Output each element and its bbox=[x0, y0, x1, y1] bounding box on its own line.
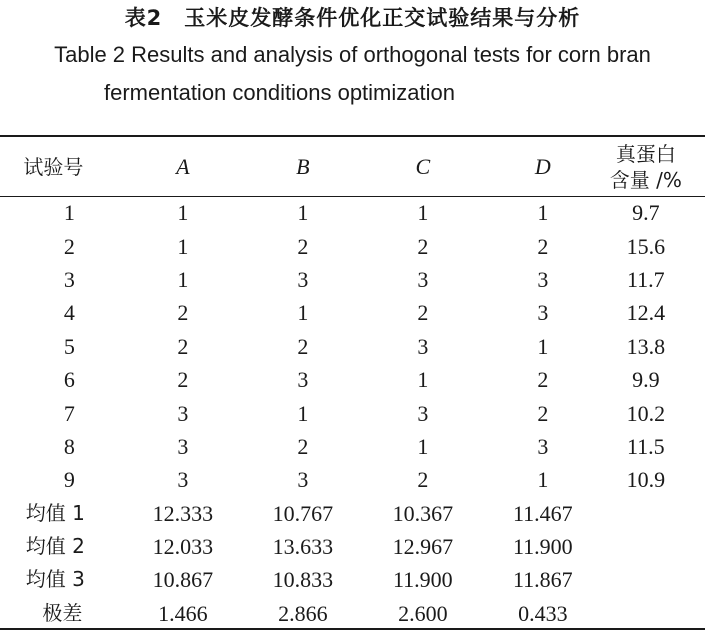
cell-b: 1 bbox=[297, 300, 309, 326]
cell-trial: 7 bbox=[63, 400, 75, 426]
summary-b: 10.833 bbox=[272, 567, 334, 593]
summary-a: 12.033 bbox=[152, 534, 214, 560]
table-row bbox=[0, 463, 705, 496]
table-header-row bbox=[0, 137, 705, 196]
cell-c: 2 bbox=[417, 233, 429, 259]
cell-b: 1 bbox=[297, 200, 309, 226]
cell-trial: 1 bbox=[63, 200, 75, 226]
cell-a: 2 bbox=[177, 300, 189, 326]
table-row bbox=[0, 229, 705, 262]
summary-label: 均值 1 bbox=[25, 500, 85, 525]
summary-d: 11.900 bbox=[512, 534, 573, 560]
header-factor-c: C bbox=[415, 153, 431, 179]
cell-trial: 3 bbox=[63, 266, 75, 292]
summary-label: 均值 3 bbox=[25, 567, 85, 592]
cell-a: 1 bbox=[177, 200, 189, 226]
cell-c: 1 bbox=[417, 367, 429, 393]
cell-trial: 6 bbox=[63, 367, 75, 393]
cell-d: 2 bbox=[537, 400, 549, 426]
cell-a: 2 bbox=[177, 333, 189, 359]
table-row bbox=[0, 196, 705, 229]
cell-c: 1 bbox=[417, 200, 429, 226]
summary-row-mean-3 bbox=[0, 563, 705, 596]
cell-b: 3 bbox=[297, 367, 309, 393]
cell-a: 2 bbox=[177, 367, 189, 393]
cell-d: 2 bbox=[537, 367, 549, 393]
table-row bbox=[0, 430, 705, 463]
cell-c: 3 bbox=[417, 266, 429, 292]
table-caption-english-line-2: fermentation conditions optimization bbox=[104, 80, 455, 105]
cell-a: 1 bbox=[177, 233, 189, 259]
cell-b: 3 bbox=[297, 266, 309, 292]
summary-row-mean-2 bbox=[0, 530, 705, 563]
cell-trial: 8 bbox=[63, 433, 75, 459]
table-row bbox=[0, 330, 705, 363]
cell-d: 3 bbox=[537, 266, 549, 292]
summary-a: 10.867 bbox=[152, 567, 214, 593]
cell-b: 2 bbox=[297, 433, 309, 459]
summary-row-range bbox=[0, 597, 705, 630]
header-factor-b: B bbox=[296, 153, 310, 179]
cell-protein: 9.9 bbox=[632, 367, 660, 393]
summary-empty bbox=[587, 497, 705, 530]
cell-a: 3 bbox=[177, 400, 189, 426]
header-true-protein-line-2: 含量 /% bbox=[609, 167, 682, 192]
cell-protein: 9.7 bbox=[632, 200, 660, 226]
summary-empty bbox=[587, 530, 705, 563]
cell-d: 3 bbox=[537, 433, 549, 459]
table-row bbox=[0, 363, 705, 396]
summary-empty bbox=[587, 597, 705, 630]
cell-d: 3 bbox=[537, 300, 549, 326]
table-caption-english-line-1: Table 2 Results and analysis of orthogonal tests for corn bran bbox=[54, 42, 651, 67]
summary-b: 13.633 bbox=[272, 534, 334, 560]
cell-trial: 5 bbox=[63, 333, 75, 359]
cell-d: 1 bbox=[537, 467, 549, 493]
cell-c: 1 bbox=[417, 433, 429, 459]
header-factor-a: A bbox=[176, 153, 190, 179]
cell-protein: 15.6 bbox=[626, 233, 666, 259]
cell-d: 2 bbox=[537, 233, 549, 259]
summary-c: 11.900 bbox=[393, 567, 453, 593]
summary-empty bbox=[587, 563, 705, 596]
summary-b: 10.767 bbox=[272, 500, 334, 526]
cell-c: 2 bbox=[417, 467, 429, 493]
summary-c: 2.600 bbox=[398, 600, 448, 626]
cell-protein: 11.7 bbox=[626, 266, 665, 292]
cell-protein: 12.4 bbox=[626, 300, 666, 326]
cell-protein: 10.9 bbox=[626, 467, 666, 493]
cell-b: 3 bbox=[297, 467, 309, 493]
header-true-protein-line-1: 真蛋白 bbox=[615, 141, 676, 166]
header-factor-d: D bbox=[534, 153, 551, 179]
cell-b: 2 bbox=[297, 233, 309, 259]
cell-b: 2 bbox=[297, 333, 309, 359]
cell-b: 1 bbox=[297, 400, 309, 426]
table-row bbox=[0, 396, 705, 429]
cell-d: 1 bbox=[537, 200, 549, 226]
summary-label: 极差 bbox=[42, 600, 83, 625]
summary-label: 均值 2 bbox=[25, 534, 85, 559]
cell-trial: 2 bbox=[63, 233, 75, 259]
orthogonal-test-table bbox=[0, 137, 705, 630]
summary-d: 0.433 bbox=[518, 600, 568, 626]
header-trial-number: 试验号 bbox=[23, 154, 84, 179]
cell-c: 2 bbox=[417, 300, 429, 326]
cell-a: 3 bbox=[177, 467, 189, 493]
summary-a: 1.466 bbox=[158, 600, 208, 626]
cell-protein: 10.2 bbox=[626, 400, 666, 426]
cell-c: 3 bbox=[417, 400, 429, 426]
cell-d: 1 bbox=[537, 333, 549, 359]
cell-protein: 13.8 bbox=[626, 333, 666, 359]
cell-trial: 4 bbox=[63, 300, 75, 326]
summary-c: 10.367 bbox=[392, 500, 454, 526]
cell-a: 1 bbox=[177, 266, 189, 292]
summary-b: 2.866 bbox=[278, 600, 328, 626]
summary-d: 11.867 bbox=[512, 567, 573, 593]
table-row bbox=[0, 296, 705, 329]
summary-d: 11.467 bbox=[512, 500, 573, 526]
cell-trial: 9 bbox=[63, 467, 75, 493]
table-caption-chinese: 表2 玉米皮发酵条件优化正交试验结果与分析 bbox=[124, 6, 581, 30]
header-true-protein-content bbox=[587, 137, 705, 196]
table-row bbox=[0, 263, 705, 296]
summary-a: 12.333 bbox=[152, 500, 214, 526]
cell-protein: 11.5 bbox=[626, 433, 665, 459]
cell-c: 3 bbox=[417, 333, 429, 359]
cell-a: 3 bbox=[177, 433, 189, 459]
summary-c: 12.967 bbox=[392, 534, 454, 560]
summary-row-mean-1 bbox=[0, 497, 705, 530]
